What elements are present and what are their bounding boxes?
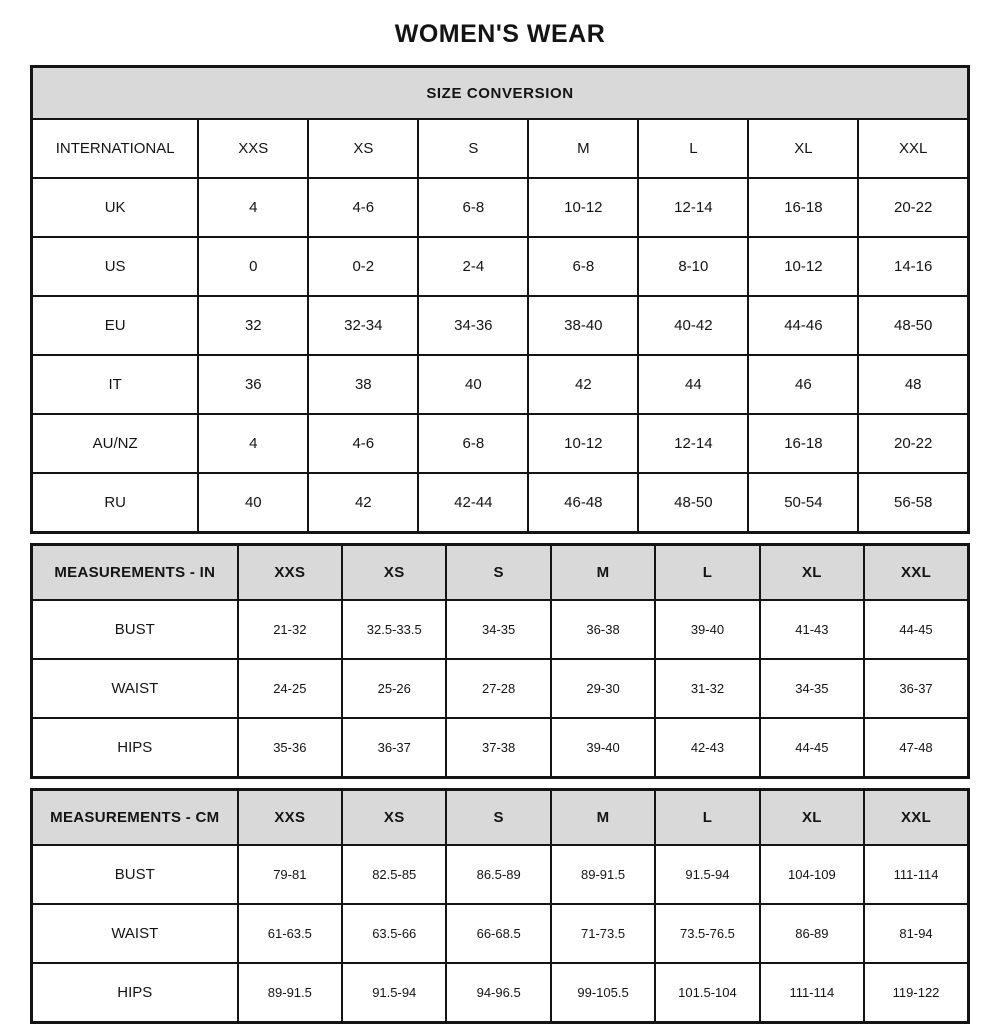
- table-row: [32, 473, 969, 533]
- size-column-header: XXS: [238, 545, 342, 601]
- size-column-header: XS: [342, 545, 446, 601]
- value-cell: 42: [308, 473, 418, 533]
- value-cell: 104-109: [760, 845, 864, 904]
- value-cell: 35-36: [238, 718, 342, 778]
- value-cell: 29-30: [551, 659, 655, 718]
- value-cell: 86.5-89: [446, 845, 550, 904]
- size-conversion-title: SIZE CONVERSION: [32, 67, 969, 120]
- value-cell: 4: [198, 414, 308, 473]
- size-conversion-table: [30, 65, 970, 534]
- measurements-in-table: [30, 543, 970, 779]
- value-cell: 12-14: [638, 414, 748, 473]
- size-column-header: XL: [748, 119, 858, 178]
- value-cell: 73.5-76.5: [655, 904, 759, 963]
- row-label: BUST: [32, 600, 238, 659]
- value-cell: 24-25: [238, 659, 342, 718]
- size-column-header: S: [446, 545, 550, 601]
- international-header-row: [32, 119, 969, 178]
- value-cell: 119-122: [864, 963, 968, 1023]
- size-conversion-band-row: [32, 67, 969, 120]
- value-cell: 82.5-85: [342, 845, 446, 904]
- table-row: [32, 414, 969, 473]
- value-cell: 42: [528, 355, 638, 414]
- value-cell: 8-10: [638, 237, 748, 296]
- value-cell: 37-38: [446, 718, 550, 778]
- value-cell: 39-40: [551, 718, 655, 778]
- value-cell: 32-34: [308, 296, 418, 355]
- table-row: [32, 355, 969, 414]
- value-cell: 63.5-66: [342, 904, 446, 963]
- value-cell: 10-12: [528, 414, 638, 473]
- table-row: [32, 600, 969, 659]
- row-label: US: [32, 237, 199, 296]
- measurements-cm-header-row: [32, 790, 969, 846]
- value-cell: 20-22: [858, 178, 968, 237]
- value-cell: 94-96.5: [446, 963, 550, 1023]
- value-cell: 44: [638, 355, 748, 414]
- value-cell: 91.5-94: [342, 963, 446, 1023]
- value-cell: 32.5-33.5: [342, 600, 446, 659]
- row-label: AU/NZ: [32, 414, 199, 473]
- value-cell: 4-6: [308, 178, 418, 237]
- value-cell: 16-18: [748, 414, 858, 473]
- value-cell: 34-35: [446, 600, 550, 659]
- table-row: [32, 963, 969, 1023]
- size-column-header: XXL: [864, 790, 968, 846]
- row-label: EU: [32, 296, 199, 355]
- value-cell: 36-37: [342, 718, 446, 778]
- size-column-header: XXL: [858, 119, 968, 178]
- value-cell: 48: [858, 355, 968, 414]
- value-cell: 47-48: [864, 718, 968, 778]
- value-cell: 20-22: [858, 414, 968, 473]
- value-cell: 48-50: [858, 296, 968, 355]
- value-cell: 2-4: [418, 237, 528, 296]
- value-cell: 4: [198, 178, 308, 237]
- value-cell: 44-46: [748, 296, 858, 355]
- size-column-header: S: [418, 119, 528, 178]
- value-cell: 41-43: [760, 600, 864, 659]
- row-label: RU: [32, 473, 199, 533]
- value-cell: 36: [198, 355, 308, 414]
- table-row: [32, 845, 969, 904]
- measurements-in-header-row: [32, 545, 969, 601]
- value-cell: 48-50: [638, 473, 748, 533]
- value-cell: 46: [748, 355, 858, 414]
- table-row: [32, 659, 969, 718]
- table-row: [32, 237, 969, 296]
- measurements-cm-table: [30, 788, 970, 1024]
- value-cell: 99-105.5: [551, 963, 655, 1023]
- value-cell: 89-91.5: [238, 963, 342, 1023]
- value-cell: 42-44: [418, 473, 528, 533]
- value-cell: 46-48: [528, 473, 638, 533]
- row-label: HIPS: [32, 718, 238, 778]
- value-cell: 12-14: [638, 178, 748, 237]
- value-cell: 101.5-104: [655, 963, 759, 1023]
- row-label: WAIST: [32, 904, 238, 963]
- value-cell: 6-8: [528, 237, 638, 296]
- size-column-header: XXL: [864, 545, 968, 601]
- value-cell: 89-91.5: [551, 845, 655, 904]
- row-label: WAIST: [32, 659, 238, 718]
- value-cell: 21-32: [238, 600, 342, 659]
- row-label: BUST: [32, 845, 238, 904]
- measurements-in-body: [32, 545, 969, 778]
- size-conversion-body: [32, 119, 969, 533]
- value-cell: 50-54: [748, 473, 858, 533]
- value-cell: 31-32: [655, 659, 759, 718]
- value-cell: 71-73.5: [551, 904, 655, 963]
- region-column-header: INTERNATIONAL: [32, 119, 199, 178]
- value-cell: 0-2: [308, 237, 418, 296]
- value-cell: 44-45: [760, 718, 864, 778]
- value-cell: 32: [198, 296, 308, 355]
- value-cell: 39-40: [655, 600, 759, 659]
- value-cell: 81-94: [864, 904, 968, 963]
- value-cell: 86-89: [760, 904, 864, 963]
- value-cell: 40: [198, 473, 308, 533]
- page-title: WOMEN'S WEAR: [394, 20, 606, 48]
- value-cell: 42-43: [655, 718, 759, 778]
- value-cell: 38: [308, 355, 418, 414]
- value-cell: 56-58: [858, 473, 968, 533]
- size-column-header: XXS: [238, 790, 342, 846]
- size-column-header: M: [551, 790, 655, 846]
- value-cell: 10-12: [528, 178, 638, 237]
- size-column-header: M: [551, 545, 655, 601]
- size-column-header: XS: [308, 119, 418, 178]
- value-cell: 61-63.5: [238, 904, 342, 963]
- value-cell: 36-37: [864, 659, 968, 718]
- value-cell: 25-26: [342, 659, 446, 718]
- size-column-header: XXS: [198, 119, 308, 178]
- value-cell: 4-6: [308, 414, 418, 473]
- size-column-header: XL: [760, 790, 864, 846]
- row-label: HIPS: [32, 963, 238, 1023]
- table-row: [32, 904, 969, 963]
- table-row: [32, 296, 969, 355]
- measurements-cm-body: [32, 790, 969, 1023]
- size-column-header: L: [655, 545, 759, 601]
- value-cell: 91.5-94: [655, 845, 759, 904]
- value-cell: 40-42: [638, 296, 748, 355]
- value-cell: 14-16: [858, 237, 968, 296]
- value-cell: 40: [418, 355, 528, 414]
- size-column-header: XS: [342, 790, 446, 846]
- value-cell: 6-8: [418, 178, 528, 237]
- value-cell: 111-114: [864, 845, 968, 904]
- value-cell: 27-28: [446, 659, 550, 718]
- value-cell: 10-12: [748, 237, 858, 296]
- size-column-header: L: [655, 790, 759, 846]
- size-column-header: M: [528, 119, 638, 178]
- row-label: UK: [32, 178, 199, 237]
- value-cell: 34-35: [760, 659, 864, 718]
- value-cell: 34-36: [418, 296, 528, 355]
- table-title-cell: MEASUREMENTS - IN: [32, 545, 238, 601]
- size-column-header: XL: [760, 545, 864, 601]
- size-column-header: S: [446, 790, 550, 846]
- table-row: [32, 178, 969, 237]
- value-cell: 0: [198, 237, 308, 296]
- table-row: [32, 718, 969, 778]
- value-cell: 111-114: [760, 963, 864, 1023]
- value-cell: 36-38: [551, 600, 655, 659]
- value-cell: 6-8: [418, 414, 528, 473]
- value-cell: 79-81: [238, 845, 342, 904]
- size-column-header: L: [638, 119, 748, 178]
- row-label: IT: [32, 355, 199, 414]
- table-title-cell: MEASUREMENTS - CM: [32, 790, 238, 846]
- value-cell: 66-68.5: [446, 904, 550, 963]
- value-cell: 16-18: [748, 178, 858, 237]
- value-cell: 38-40: [528, 296, 638, 355]
- value-cell: 44-45: [864, 600, 968, 659]
